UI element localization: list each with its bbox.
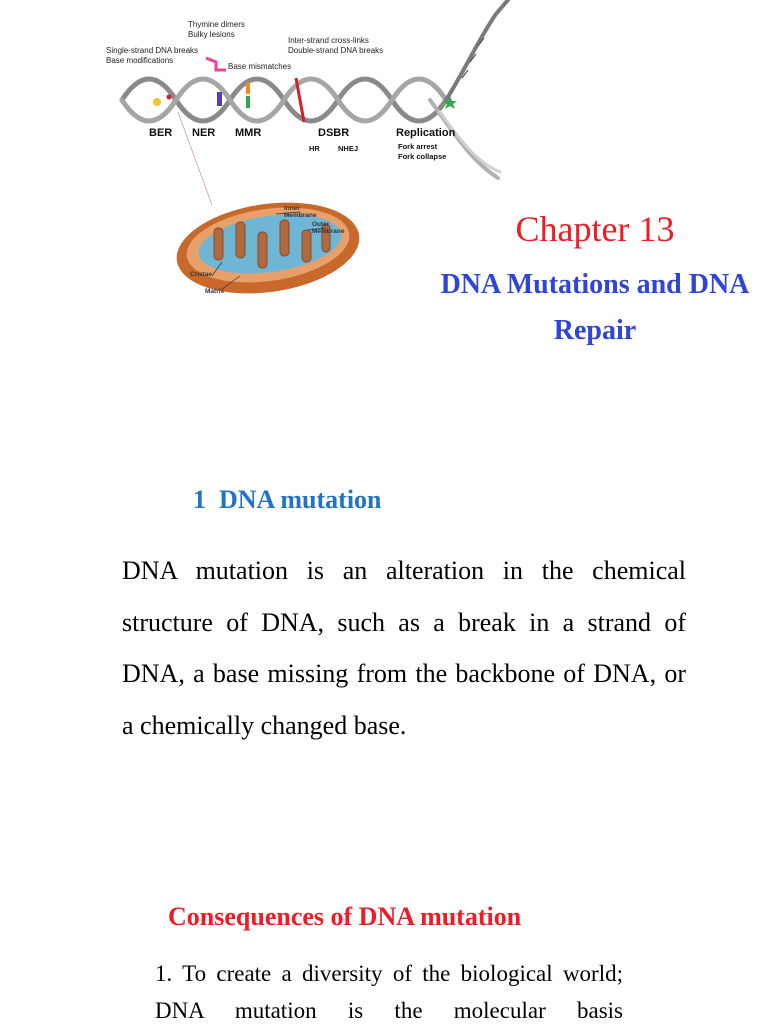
label-base-mismatches: Base mismatches — [228, 62, 292, 71]
pathway-labels — [149, 127, 456, 161]
pathway-fork-arrest: Fork arrest — [398, 142, 438, 151]
label-bulky-lesions: Bulky lesions — [188, 30, 235, 39]
label-double-strand: Double-strand DNA breaks — [288, 46, 384, 55]
pointer-line — [178, 112, 212, 205]
base-modification-marker — [153, 98, 161, 106]
label-matrix: Matrix — [205, 288, 225, 295]
thymine-dimer-marker — [206, 58, 226, 70]
chapter-title: Chapter 13 — [515, 209, 675, 249]
mitochondrion-illustration — [171, 192, 365, 305]
label-outer-membrane-1: Outer — [312, 221, 330, 228]
label-inter-strand: Inter-strand cross-links — [288, 36, 369, 45]
pathway-nhej: NHEJ — [338, 144, 359, 153]
label-outer-membrane-2: Membrane — [312, 228, 345, 235]
pathway-hr: HR — [309, 144, 320, 153]
pathway-mmr: MMR — [235, 127, 262, 139]
damage-labels — [106, 20, 383, 71]
consequences-heading: Consequences of DNA mutation — [168, 902, 522, 931]
label-thymine-dimers: Thymine dimers — [188, 20, 245, 29]
pathway-replication: Replication — [396, 127, 456, 139]
definition-paragraph: DNA mutation is an alteration in the chemical structure of DNA, such as a break in a strand of DNA, a base missing from the backbone of DNA, or a chemically changed base. — [122, 556, 686, 740]
consequence-item-1: 1. To create a diversity of the biological world; DNA mutation is the molecular basis — [155, 961, 623, 1023]
bulky-lesion-marker — [217, 92, 222, 106]
pathway-ber: BER — [149, 127, 173, 139]
label-inner-membrane-2: Membrane — [284, 212, 317, 219]
pathway-fork-collapse: Fork collapse — [398, 152, 447, 161]
fork-arrows-icon — [462, 38, 484, 78]
pathway-dsbr: DSBR — [318, 127, 350, 139]
replication-fork-lower-b — [440, 112, 500, 172]
base-mismatch-marker-b — [246, 96, 250, 108]
helix-strand-b — [122, 79, 446, 121]
label-single-strand: Single-strand DNA breaks — [106, 46, 199, 55]
base-mismatch-marker-a — [246, 82, 250, 94]
replication-fork-upper — [446, 0, 508, 100]
pathway-ner: NER — [192, 127, 216, 139]
label-base-modifications: Base modifications — [106, 56, 174, 65]
section-heading: 1 DNA mutation — [193, 485, 382, 514]
label-cristae: Cristae — [190, 271, 213, 278]
strand-break-marker — [167, 95, 172, 100]
chapter-subtitle: DNA Mutations and DNA Repair — [440, 269, 750, 346]
label-inner-membrane-1: Inner — [284, 205, 300, 212]
